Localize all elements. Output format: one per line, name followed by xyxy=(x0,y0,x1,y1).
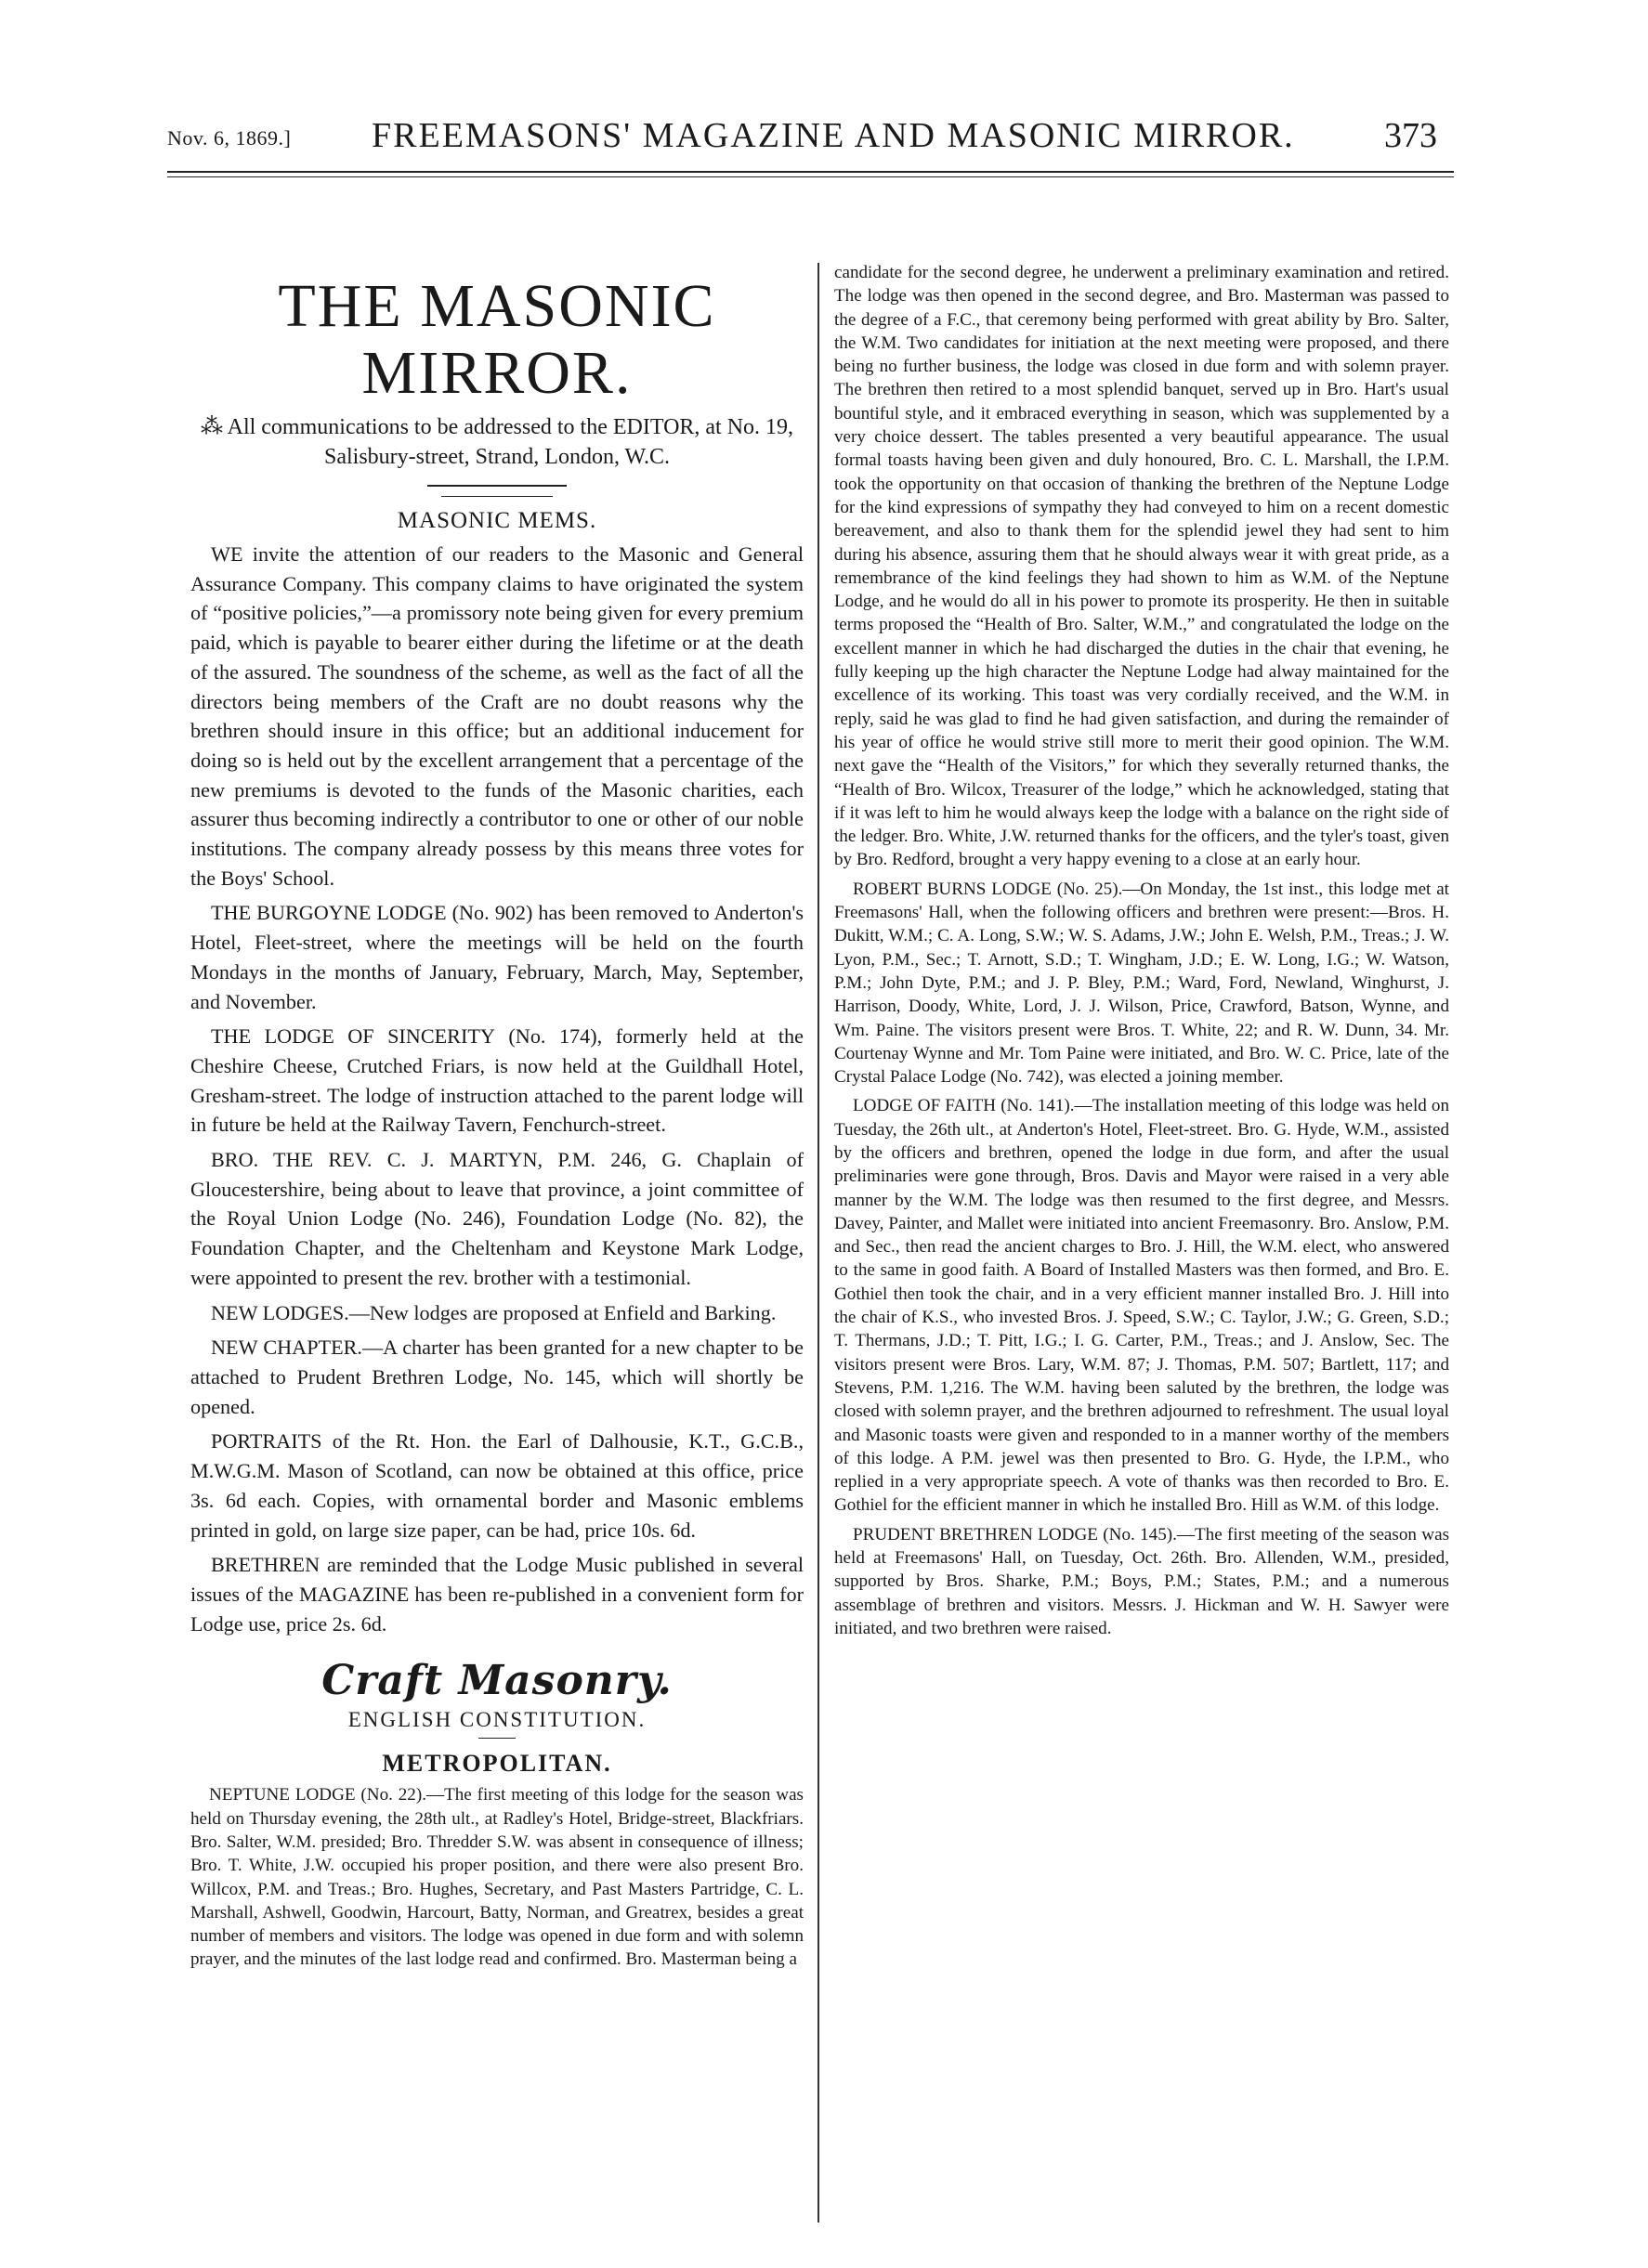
article-paragraph: WE invite the attention of our readers to the Masonic and General Assurance Company. This company claims to have originated the system of “positive policies,”—a promissory note being given for every premium paid, which is payable to bearer either during the lifetime or at the death of the assured. The soundness of the scheme, as well as the fact of all the directors being members of the Craft are no doubt reasons why the brethren should insure in this office; but an additional inducement for doing so is held out by the excellent arrangement that a percentage of the new premiums is devoted to the funds of the Masonic charities, each assurer thus becoming indirectly a contributor to one or other of our noble institutions. The company already possess by this means three votes for the Boys' School. xyxy=(190,542,804,890)
lodge-report: NEPTUNE LODGE (No. 22).—The first meeting of this lodge for the season was held on Thursday evening, the 28th ult., at Radley's Hotel, Bridge-street, Blackfriars. Bro. Salter, W.M. presided; Bro. Thredder S.W. was absent in consequence of illness; Bro. T. White, J.W. occupied his proper position, and there were also present Bro. Willcox, P.M. and Treas.; Bro. Hughes, Secretary, and Past Masters Partridge, C. L. Marshall, Ashwell, Goodwin, Harcourt, Batty, Norman, and Greatrex, besides a great number of members and visitors. The lodge was opened in due form and with solemn prayer, and the minutes of the last lodge read and confirmed. Bro. Masterman being a xyxy=(190,1785,804,1970)
page-number: 373 xyxy=(1384,116,1437,155)
ornamental-rule xyxy=(427,485,567,487)
header-rule-top xyxy=(167,171,1454,173)
craft-masonry-heading: Craft Masonry. xyxy=(321,1657,673,1705)
right-column xyxy=(834,261,1449,1646)
article-paragraph: NEW CHAPTER.—A charter has been granted for a new chapter to be attached to Prudent Brethren Lodge, No. 145, which will shortly be opened. xyxy=(190,1336,804,1418)
article-paragraph: PORTRAITS of the Rt. Hon. the Earl of Dalhousie, K.T., G.C.B., M.W.G.M. Mason of Scotland, can now be obtained at this office, price 3s. 6d each. Copies, with ornamental border and Masonic emblems printed in gold, on large size paper, can be had, price 10s. 6d. xyxy=(190,1429,804,1542)
article-paragraph: BRO. THE REV. C. J. MARTYN, P.M. 246, G. Chaplain of Gloucestershire, being about to leave that province, a joint committee of the Royal Union Lodge (No. 246), Foundation Lodge (No. 82), the Foundation Chapter, and the Cheltenham and Keystone Mark Lodge, were appointed to present the rev. brother with a testimonial. xyxy=(190,1148,804,1289)
lodge-report: PRUDENT BRETHREN LODGE (No. 145).—The first meeting of the season was held at Freemasons' Hall, on Tuesday, Oct. 26th. Bro. Allenden, W.M., presided, supported by Bros. Sharke, P.M.; Boys, P.M.; States, P.M.; and a numerous assemblage of brethren and visitors. Messrs. J. Hickman and W. H. Sawyer were initiated, and two brethren were raised. xyxy=(834,1524,1449,1638)
header-date: Nov. 6, 1869.] xyxy=(167,126,292,150)
constitution-heading: ENGLISH CONSTITUTION. xyxy=(347,1708,647,1732)
ornamental-rule xyxy=(478,1738,516,1739)
article-paragraph: BRETHREN are reminded that the Lodge Music published in several issues of the MAGAZINE has been re-published in a convenient form for Lodge use, price 2s. 6d. xyxy=(190,1553,804,1636)
section-title: THE MASONIC MIRROR. xyxy=(278,272,716,407)
header-rule-bottom xyxy=(167,176,1454,177)
header-title: FREEMASONS' MAGAZINE AND MASONIC MIRROR. xyxy=(372,116,1295,155)
lodge-report-continued: candidate for the second degree, he underwent a preliminary examination and retired. The lodge was then opened in the second degree, and Bro. Masterman was passed to the degree of a F.C., that ceremony being performed with great ability by Bro. Salter, the W.M. Two candidates for initiation at the next meeting were proposed, and there being no further business, the lodge was closed in due form and with solemn prayer. The brethren then retired to a most splendid banquet, served up in Bro. Hart's usual bountiful style, and it embraced everything in season, which was supplemented by a very choice dessert. The tables presented a very beautiful appearance. The usual formal toasts having been given and duly honoured, Bro. C. L. Marshall, the I.P.M. took the opportunity on that occasion of thanking the brethren of the Neptune Lodge for the kind expressions of sympathy they had conveyed to him on a recent domestic bereavement, and also to thank them for the splendid jewel they had sent to him during his absence, assuring them that he should always wear it with great pride, as a remembrance of the kind feelings they had shown to him as W.M. of the Neptune Lodge, and he would do all in his power to promote its prosperity. He then in suitable terms proposed the “Health of Bro. Salter, W.M.,” and congratulated the lodge on the excellent manner in which he had discharged the duties in the chair that evening, he fully keeping up the high character the Neptune Lodge had alway maintained for the excellence of its working. This toast was very cordially received, and the W.M. in reply, said he was glad to find he had given satisfaction, and during the remainder of his year of office he would strive still more to merit their good opinion. The W.M. next gave the “Health of the Visitors,” for which they severally returned thanks, the “Health of Bro. Wilcox, Treasurer of the lodge,” which he acknowledged, stating that if it was left to him he would always keep the lodge with a balance on the right side of the ledger. Bro. White, J.W. returned thanks for the officers, and the tyler's toast, given by Bro. Redford, brought a very happy evening to a close at an early hour. xyxy=(834,263,1449,870)
metropolitan-heading: METROPOLITAN. xyxy=(382,1750,612,1778)
column-divider xyxy=(817,263,819,2222)
article-paragraph: THE LODGE OF SINCERITY (No. 174), formerly held at the Cheshire Cheese, Crutched Friars, is now held at the Guildhall Hotel, Gresham-street. The lodge of instruction attached to the parent lodge will in future be held at the Railway Tavern, Fenchurch-street. xyxy=(190,1024,804,1137)
mems-heading: MASONIC MEMS. xyxy=(397,508,597,533)
article-paragraph: NEW LODGES.—New lodges are proposed at Enfield and Barking. xyxy=(211,1300,777,1324)
editor-notice: ⁂ All communications to be addressed to the EDITOR, at No. 19, Salisbury-street, Strand, London, W.C. xyxy=(200,415,794,469)
lodge-report: ROBERT BURNS LODGE (No. 25).—On Monday, the 1st inst., this lodge met at Freemasons' Hall, when the following officers and brethren were present:—Bros. H. Dukitt, W.M.; C. A. Long, S.W.; W. S. Adams, J.W.; John E. Welsh, P.M., Treas.; J. W. Lyon, P.M., Sec.; T. Arnott, S.D.; T. Wingham, J.D.; E. W. Long, I.G.; W. Watson, P.M.; John Dyte, P.M.; and J. P. Bley, P.M.; Ward, Ford, Newland, Winghurst, J. Harrison, Doody, White, Lord, J. J. Wilson, Price, Crawford, Batson, Wynne, and Wm. Paine. The visitors present were Bros. T. White, 22; and R. W. Dunn, 34. Mr. Courtenay Wynne and Mr. Tom Paine were initiated, and Bro. W. C. Price, late of the Crystal Palace Lodge (No. 742), was elected a joining member. xyxy=(834,879,1449,1088)
ornamental-rule xyxy=(441,496,553,497)
article-paragraph: THE BURGOYNE LODGE (No. 902) has been removed to Anderton's Hotel, Fleet-street, where the meetings will be held on the fourth Mondays in the months of January, February, March, May, September, and November. xyxy=(190,901,804,1013)
left-column xyxy=(190,260,804,1977)
lodge-report: LODGE OF FAITH (No. 141).—The installation meeting of this lodge was held on Tuesday, the 26th ult., at Anderton's Hotel, Fleet-street. Bro. G. Hyde, W.M., assisted by the officers and brethren, opened the lodge in due form, and after the usual preliminaries were gone through, Bros. Davis and Mayor were raised in a very able manner by the W.M. The lodge was then resumed to the first degree, and Messrs. Davey, Painter, and Mallet were initiated into ancient Freemasonry. Bro. Anslow, P.M. and Sec., then read the ancient charges to Bro. J. Hill, the W.M. elect, who answered to the same in good faith. A Board of Installed Masters was then formed, and Bro. E. Gothiel then took the chair, and in a very efficient manner installed Bro. J. Hill into the chair of K.S., who invested Bros. J. Speed, S.W.; C. Taylor, J.W.; G. Green, S.D.; T. Thermans, J.D.; T. Pitt, I.G.; I. G. Carter, P.M., Treas.; and J. Anslow, Sec. The visitors present were Bros. Lary, W.M. 87; J. Thomas, P.M. 507; Bartlett, 117; and Stevens, P.M. 1,216. The W.M. having been saluted by the brethren, the lodge was closed with solemn prayer, and the brethren adjourned to refreshment. The usual loyal and Masonic toasts were given and responded to in a manner worthy of the members of this lodge. A P.M. jewel was then presented to Bro. G. Hyde, the I.P.M., who replied in a very appropriate speech. A vote of thanks was then recorded to Bro. E. Gothiel for the efficient manner in which he installed Bro. Hill as W.M. of this lodge. xyxy=(834,1096,1449,1516)
